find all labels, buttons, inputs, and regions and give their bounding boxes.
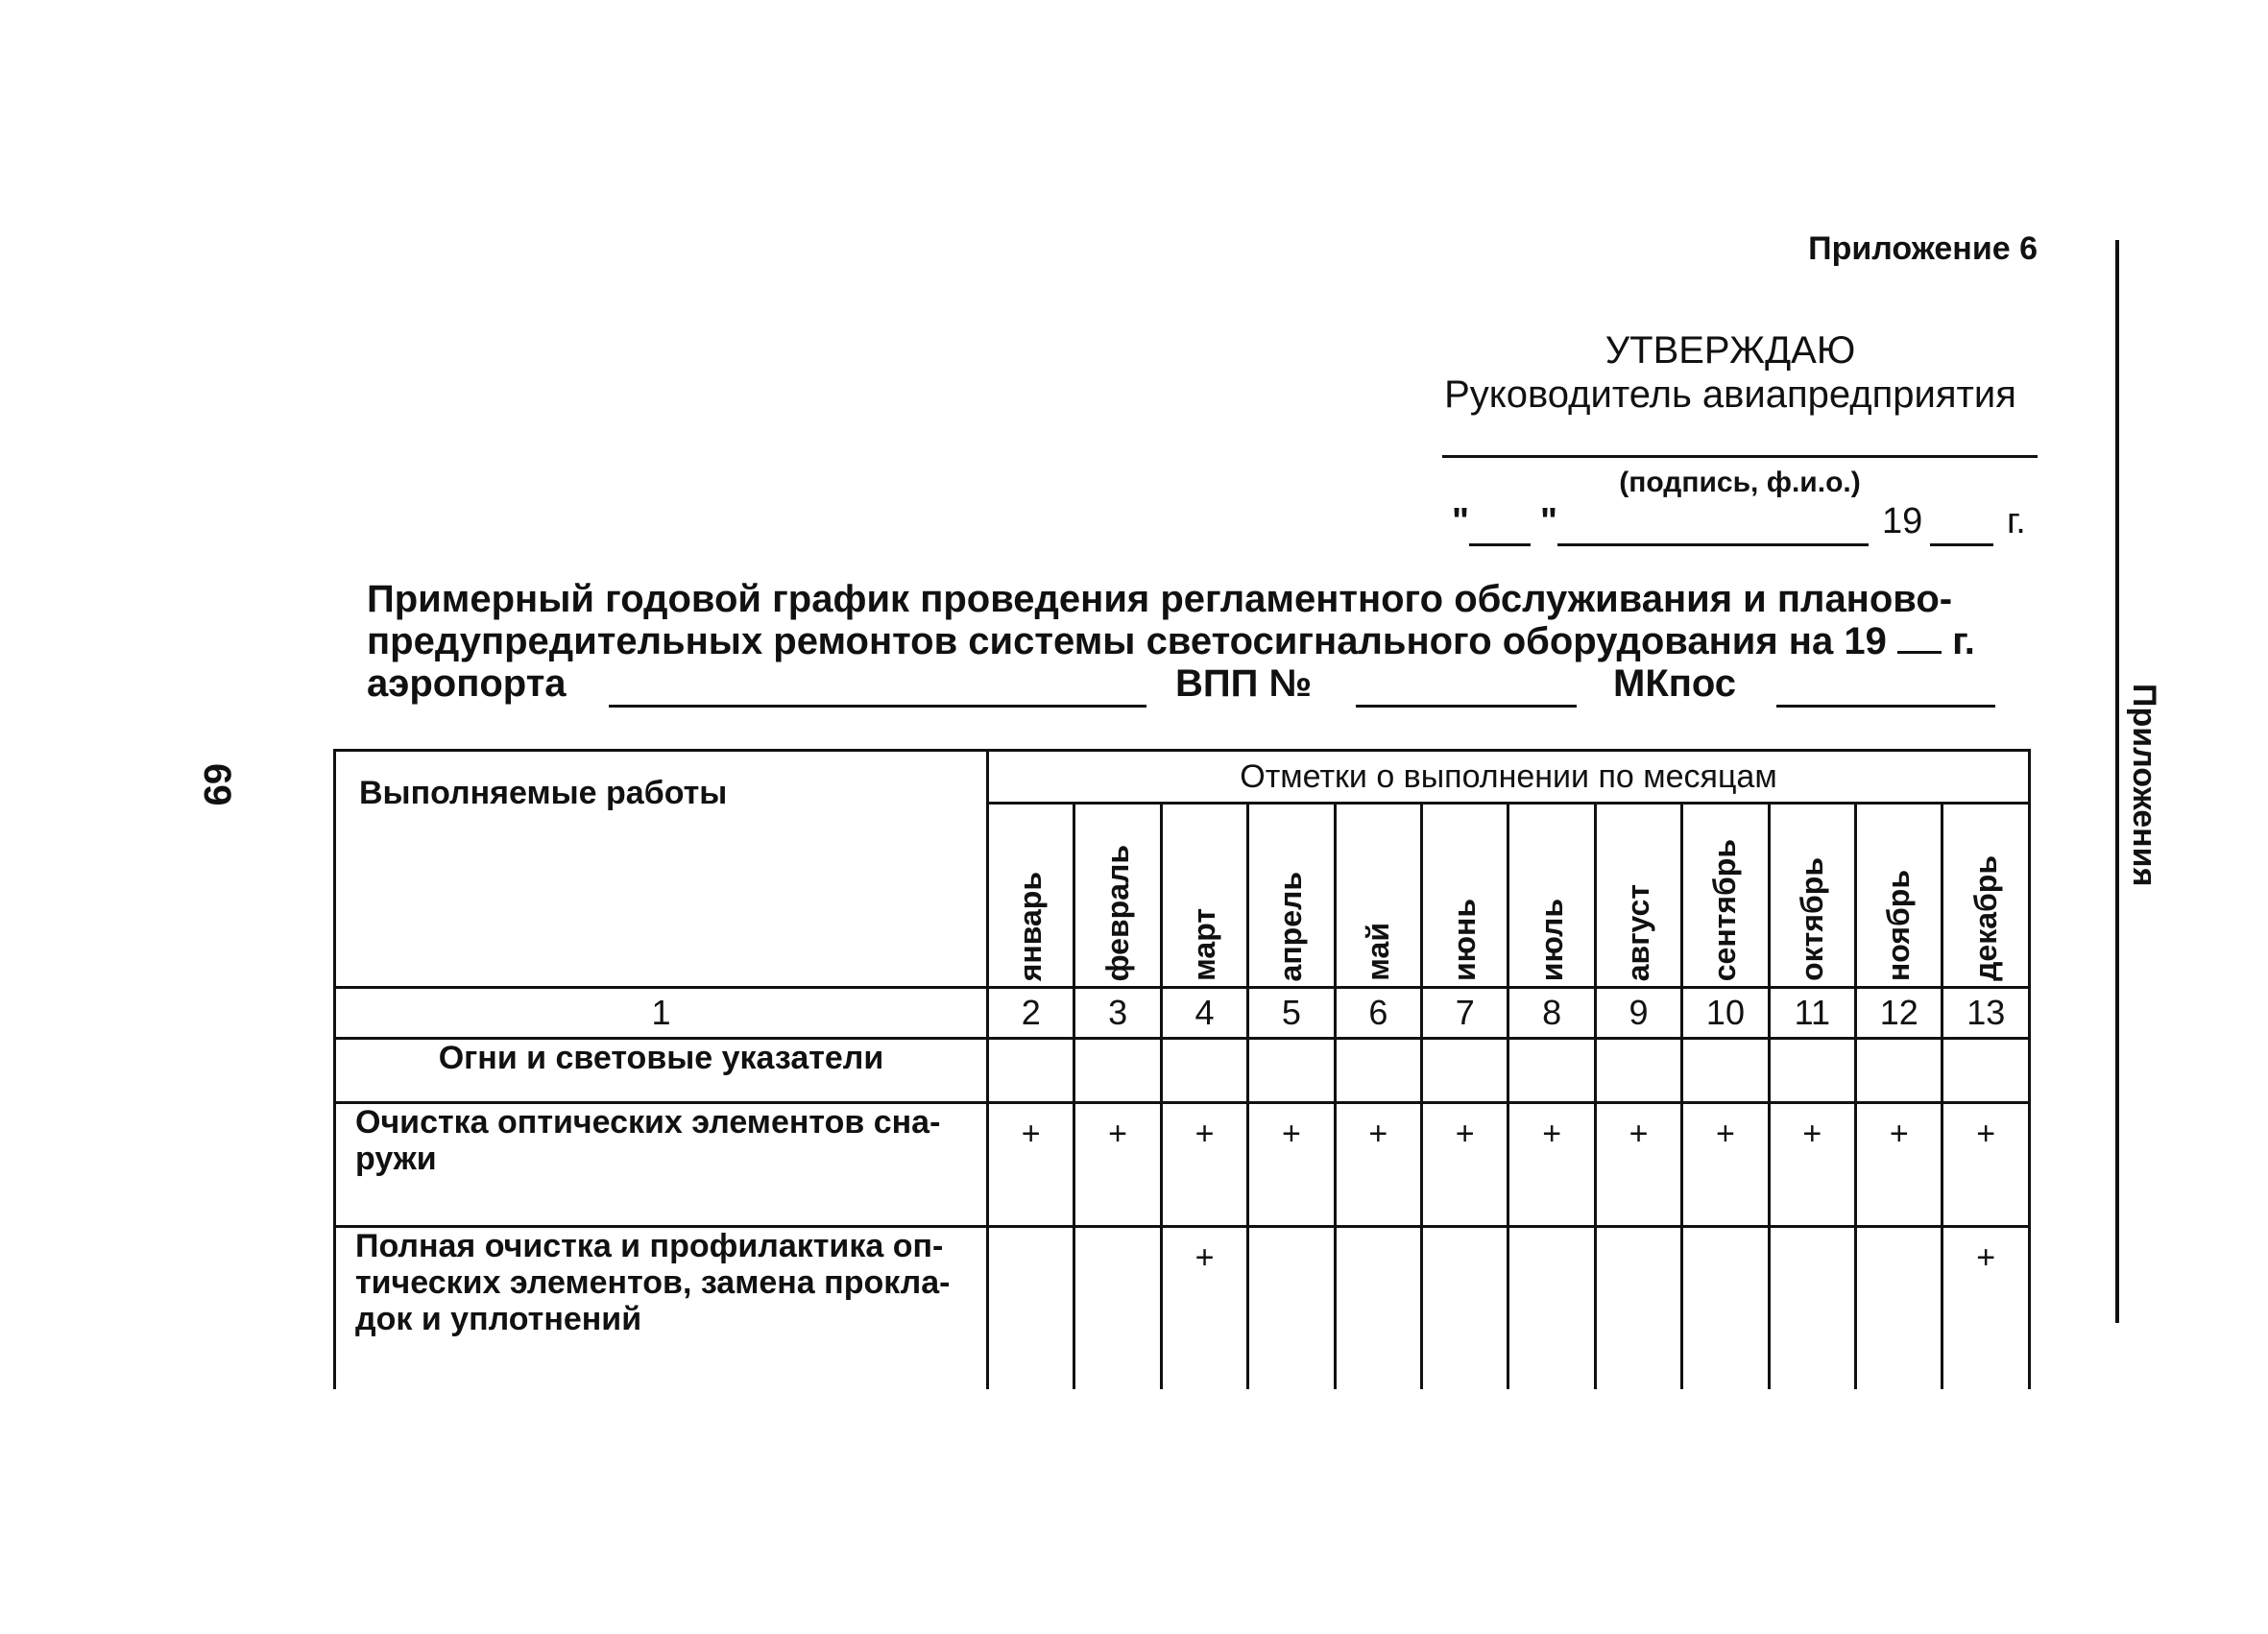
approval-date [1442,501,2038,547]
month-header [1682,804,1769,988]
month-label: декабрь [1967,855,2003,981]
blank-cell [1074,1039,1161,1103]
column-number: 3 [1074,988,1161,1039]
day-blank [1469,543,1531,546]
column-number: 2 [988,988,1074,1039]
month-mark [1074,1227,1161,1390]
month-label: октябрь [1794,857,1829,981]
months-group-header: Отметки о выполнении по месяцам [988,751,2030,804]
month-mark: + [1942,1103,2030,1227]
date-quote-close: " [1540,501,1558,541]
month-mark [1856,1227,1942,1390]
column-number: 11 [1769,988,1855,1039]
month-header [1422,804,1508,988]
work-description: Полная очистка и профилактика оп-тических элементов, замена прокла-док и уплотнений [335,1227,988,1390]
month-label: январь [1013,871,1049,981]
month-mark: + [1942,1227,2030,1390]
month-label: июнь [1447,899,1483,981]
month-mark: + [1856,1103,1942,1227]
date-year: 19 [1882,501,1923,541]
month-header [988,804,1074,988]
column-number: 7 [1422,988,1508,1039]
month-mark: + [1335,1103,1421,1227]
month-mark [1248,1227,1335,1390]
month-mark [1595,1227,1681,1390]
month-header [1595,804,1681,988]
month-header [1074,804,1161,988]
side-label: Приложения [2126,684,2162,887]
month-mark [988,1227,1074,1390]
work-description: Очистка оптических элементов сна-ружи [335,1103,988,1227]
month-mark: + [1248,1103,1335,1227]
column-number: 1 [335,988,988,1039]
month-header [1856,804,1942,988]
month-mark: + [1161,1227,1247,1390]
month-mark: + [988,1103,1074,1227]
month-label: май [1360,923,1395,981]
year-blank [1897,622,1942,654]
mk-label: МКпос [1613,662,1737,705]
column-number: 13 [1942,988,2030,1039]
mk-blank [1776,705,1995,708]
airport-row [367,662,2018,709]
blank-cell [1248,1039,1335,1103]
month-label: март [1187,908,1222,981]
month-label: ноябрь [1881,869,1917,981]
month-label: апрель [1273,871,1309,981]
margin-rule [2115,240,2119,1323]
blank-cell [1769,1039,1855,1103]
column-number: 8 [1508,988,1595,1039]
section-title: Огни и световые указатели [335,1039,988,1103]
month-header [1335,804,1421,988]
month-header [1248,804,1335,988]
column-number: 4 [1161,988,1247,1039]
airport-label: аэропорта [367,662,567,705]
blank-cell [1595,1039,1681,1103]
title-line-1: Примерный годовой график проведения регламентного обслуживания и планово- [367,578,1953,620]
month-header [1942,804,2030,988]
document-title [367,578,2018,662]
month-label: сентябрь [1707,838,1743,981]
column-number: 12 [1856,988,1942,1039]
blank-cell [988,1039,1074,1103]
approve-role: Руководитель авиапредприятия [1444,373,2016,416]
signature-caption: (подпись, ф.и.о.) [1619,467,1861,498]
signature-line [1442,455,2038,458]
title-line-2: предупредительных ремонтов системы светосигнального оборудования на 19 г. [367,620,1975,662]
column-number: 6 [1335,988,1421,1039]
blank-cell [1422,1039,1508,1103]
column-number: 10 [1682,988,1769,1039]
month-mark: + [1161,1103,1247,1227]
month-blank [1557,543,1869,546]
approval-block [1423,328,2038,417]
month-mark: + [1595,1103,1681,1227]
approve-title: УТВЕРЖДАЮ [1604,329,1856,372]
maintenance-schedule-table [333,749,2031,1389]
month-label: август [1621,883,1656,981]
runway-blank [1356,705,1577,708]
date-quote-open: " [1452,501,1470,541]
month-mark: + [1422,1103,1508,1227]
month-label: февраль [1099,844,1135,981]
column-number: 5 [1248,988,1335,1039]
year-blank [1930,543,1993,546]
blank-cell [1682,1039,1769,1103]
month-mark [1682,1227,1769,1390]
date-suffix: г. [2007,501,2026,541]
month-mark [1508,1227,1595,1390]
blank-cell [1335,1039,1421,1103]
runway-label: ВПП № [1175,662,1313,705]
month-header [1769,804,1855,988]
month-mark: + [1074,1103,1161,1227]
blank-cell [1161,1039,1247,1103]
month-mark [1769,1227,1855,1390]
month-header [1161,804,1247,988]
month-mark: + [1769,1103,1855,1227]
month-mark: + [1508,1103,1595,1227]
airport-blank [609,705,1146,708]
work-column-header: Выполняемые работы [335,751,988,988]
page-number: 69 [196,763,238,806]
column-number: 9 [1595,988,1681,1039]
blank-cell [1508,1039,1595,1103]
month-mark [1335,1227,1421,1390]
month-header [1508,804,1595,988]
month-label: июль [1533,898,1569,981]
blank-cell [1856,1039,1942,1103]
month-mark: + [1682,1103,1769,1227]
appendix-number: Приложение 6 [1808,230,2038,267]
month-mark [1422,1227,1508,1390]
blank-cell [1942,1039,2030,1103]
